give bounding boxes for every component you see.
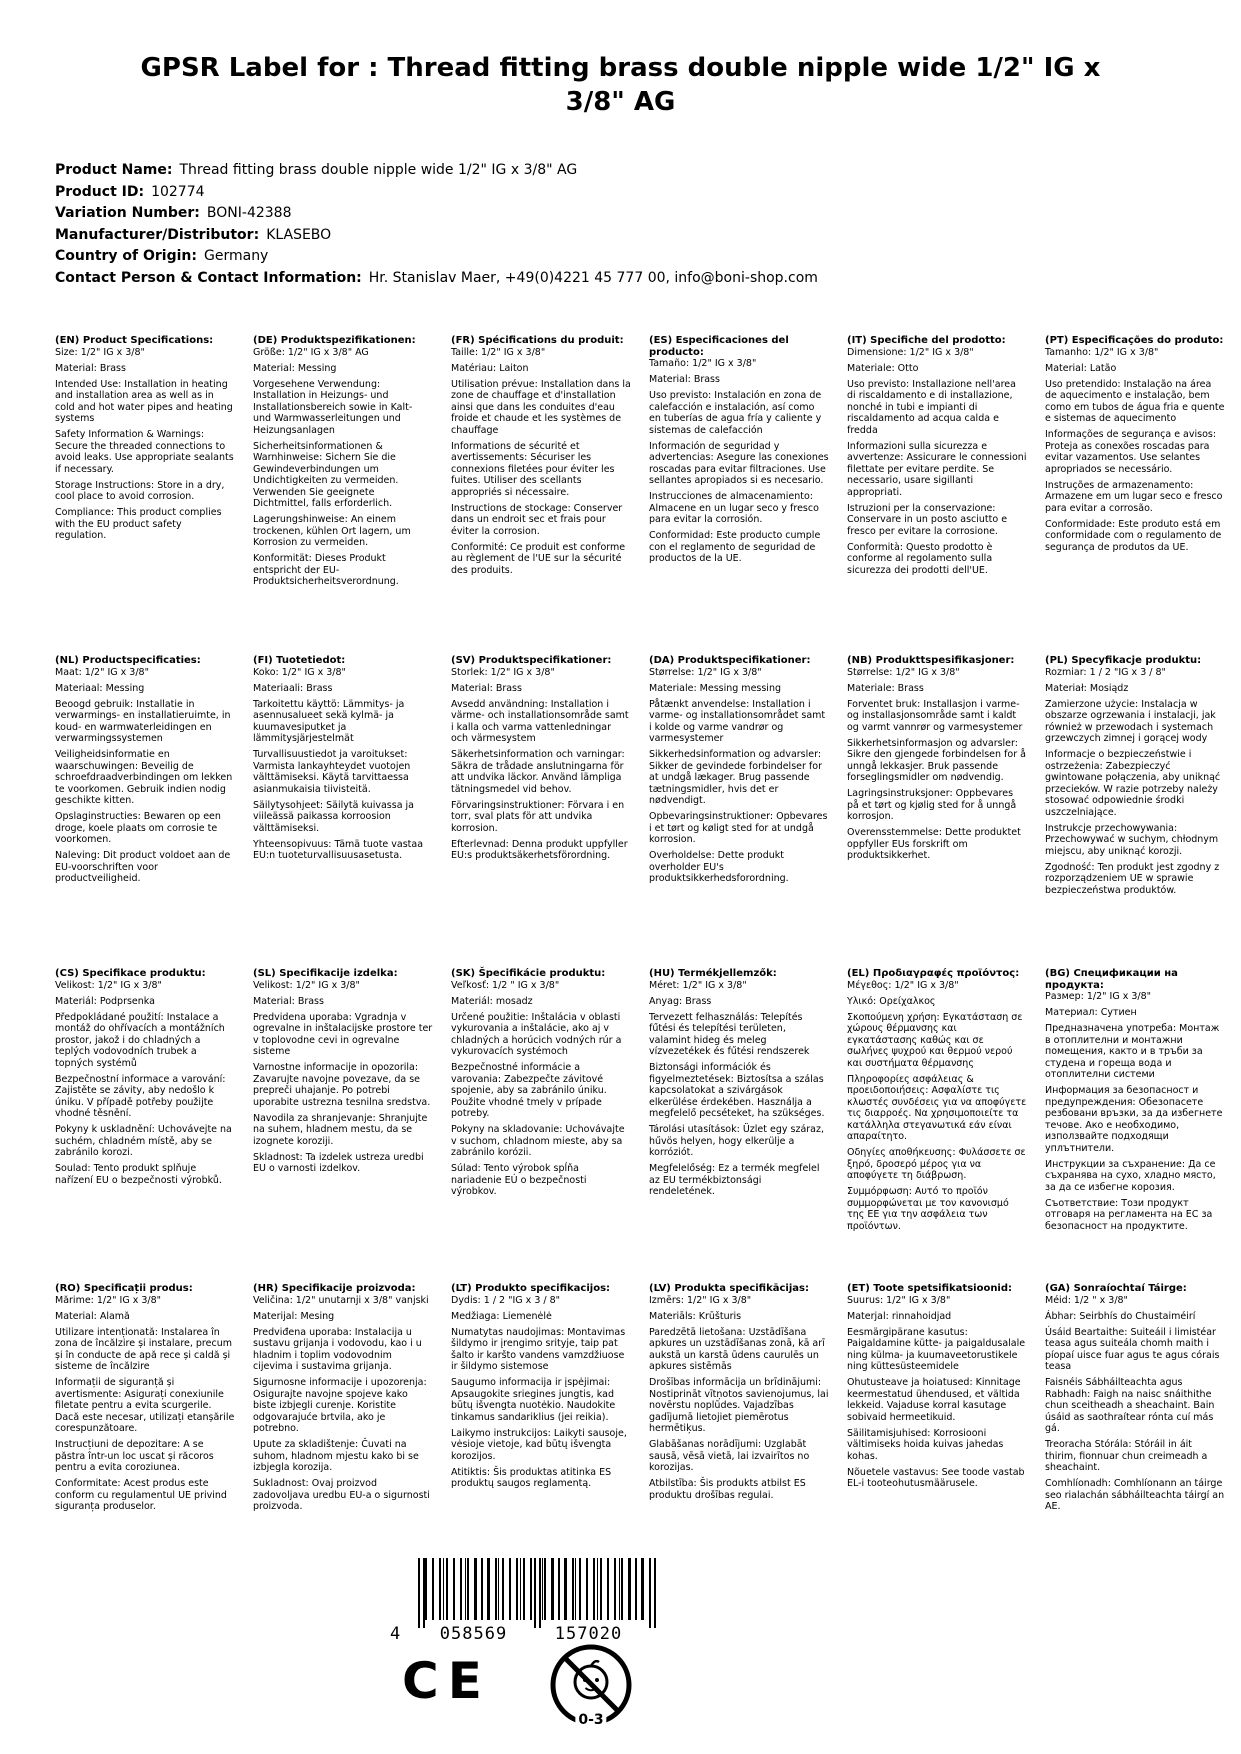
- ean-barcode: [390, 1558, 670, 1644]
- spec-heading: (PT) Especificações do produto:: [1045, 335, 1224, 346]
- spec-heading: (PL) Specyfikacje produktu:: [1045, 655, 1202, 666]
- spec-compliance: Megfelelőség: Ez a termék megfelel az EU termékbiztonsági rendeletének.: [649, 1163, 820, 1197]
- spec-heading: (SK) Špecifikácie produktu:: [451, 968, 606, 979]
- spec-safety-warnings: Saugumo informacija ir įspėjimai: Apsaugokite sriegines jungtis, kad būtų išvengta nuotėkio. Naudokite tinkamus sandariklius (jei reikia).: [451, 1377, 616, 1423]
- product-id-value: 102774: [151, 183, 205, 200]
- spec-intended-use: Zamierzone użycie: Instalacja w obszarze ogrzewania i instalacji, jak również w przewodach i systemach grzewczych zimnej i gorącej wody: [1045, 698, 1216, 744]
- spec-storage: Säilytysohjeet: Säilytä kuivassa ja viileässä paikassa korroosion välttämiseksi.: [253, 799, 414, 834]
- spec-storage: Opbevaringsinstruktioner: Opbevares i et tørt og køligt sted for at undgå korrosion.: [649, 811, 828, 845]
- spec-material: Medžiaga: Liemenėlė: [451, 1310, 552, 1322]
- spec-compliance: Súlad: Tento výrobok spĺňa nariadenie EÚ o bezpečnosti výrobkov.: [451, 1163, 587, 1197]
- spec-size: Koko: 1/2" IG x 3/8": [253, 666, 346, 678]
- spec-intended-use: Paredzētā lietošana: Uzstādīšana apkures un uzstādīšanas zonā, kā arī aukstā un karstā ūdens caurulēs un apkures sistēmās: [649, 1326, 825, 1372]
- spec-storage: Pokyny k uskladnění: Uchovávejte na suchém, chladném místě, aby se zabránilo korozi.: [55, 1124, 232, 1158]
- spec-safety-warnings: Informations de sécurité et avertissements: Sécuriser les connexions filetées pour éviter les fuites. Utiliser des scellants appropriés si nécessaire.: [451, 440, 615, 498]
- spec-storage: Lagerungshinweise: An einem trockenen, kühlen Ort lagern, um Korrosion zu vermeiden.: [253, 514, 411, 548]
- spec-compliance: Conformidad: Este producto cumple con el reglamento de seguridad de productos de la UE.: [649, 530, 821, 564]
- spec-intended-use: Tervezett felhasználás: Telepítés fűtési és telepítési területen, valamint hideg és meleg vízvezetékek és fűtési rendszerek: [649, 1011, 810, 1057]
- spec-block-sk: [451, 968, 631, 1202]
- spec-size: Tamanho: 1/2" IG x 3/8": [1045, 346, 1159, 358]
- spec-storage: Instrucțiuni de depozitare: A se păstra într-un loc uscat și răcoros pentru a evita coroziunea.: [55, 1439, 214, 1473]
- spec-material: Material: Brass: [55, 362, 126, 374]
- page-title: GPSR Label for : Thread fitting brass double nipple wide 1/2" IG x 3/8" AG: [140, 53, 1101, 117]
- spec-block-sv: [451, 655, 631, 866]
- spec-intended-use: Uso previsto: Instalación en zona de calefacción e instalación, así como en tuberías de agua fría y caliente y sistemas de calefacción: [649, 390, 822, 436]
- barcode-guard-right: [649, 1558, 656, 1628]
- spec-block-et: [847, 1283, 1027, 1494]
- spec-block-lv: [649, 1283, 829, 1506]
- spec-storage: Glabāšanas norādījumi: Uzglabāt sausā, vēsā vietā, lai izvairītos no korozijas.: [649, 1439, 810, 1473]
- spec-storage: Instrukcje przechowywania: Przechowywać w suchym, chłodnym miejscu, aby uniknąć korozji.: [1045, 822, 1219, 857]
- barcode-group1: 058569: [439, 1624, 508, 1644]
- spec-block-sl: [253, 968, 433, 1179]
- spec-size: Veličina: 1/2" unutarnji x 3/8" vanjski: [253, 1294, 429, 1306]
- spec-size: Velikost: 1/2" IG x 3/8": [253, 979, 360, 991]
- spec-material: Material: Brass: [253, 995, 324, 1007]
- spec-material: Material: Brass: [451, 682, 522, 694]
- spec-size: Size: 1/2" IG x 3/8": [55, 346, 145, 358]
- spec-compliance: Skladnost: Ta izdelek ustreza uredbi EU o varnosti izdelkov.: [253, 1151, 424, 1174]
- spec-storage: Lagringsinstruksjoner: Oppbevares på et tørt og kjølig sted for å unngå korrosjon.: [847, 788, 1017, 822]
- spec-heading: (GA) Sonraíochtaí Táirge:: [1045, 1283, 1187, 1294]
- spec-block-ro: [55, 1283, 235, 1517]
- spec-storage: Istruzioni per la conservazione: Conservare in un posto asciutto e fresco per evitare la corrosione.: [847, 502, 1008, 537]
- spec-heading: (LV) Produkta specifikācijas:: [649, 1283, 809, 1294]
- spec-safety-warnings: Drošības informācija un brīdinājumi: Nostiprināt vītņotos savienojumus, lai novērstu noplūdes. Vajadzības gadījumā lietojiet piemērotus hermētiķus.: [649, 1377, 829, 1434]
- spec-material: Materiál: mosadz: [451, 995, 533, 1007]
- spec-block-fr: [451, 335, 631, 581]
- spec-heading: (CS) Specifikace produktu:: [55, 968, 206, 979]
- spec-heading: (DA) Produktspecifikationer:: [649, 655, 811, 666]
- spec-heading: (RO) Specificații produs:: [55, 1283, 193, 1294]
- spec-storage: Tárolási utasítások: Üzlet egy száraz, hűvös helyen, hogy elkerülje a korróziót.: [649, 1124, 824, 1158]
- spec-safety-warnings: Säkerhetsinformation och varningar: Säkra de trådade anslutningarna för att undvika läckor. Använd lämpliga tätningsmedel vid behov.: [451, 749, 625, 795]
- spec-safety-warnings: Sikkerhetsinformasjon og advarsler: Sikre den gjengede forbindelsen for å unngå lekkasjer. Bruk passende forseglingsmidler om nødvendig.: [847, 737, 1026, 783]
- spec-compliance: Overholdelse: Dette produkt overholder EU's produktsikkerhedsforordning.: [649, 850, 789, 884]
- spec-compliance: Sukladnost: Ovaj proizvod zadovoljava uredbu EU-a o sigurnosti proizvoda.: [253, 1478, 430, 1512]
- barcode-digits: [390, 1624, 670, 1644]
- spec-size: Méid: 1/2 " x 3/8": [1045, 1294, 1128, 1306]
- spec-intended-use: Tarkoitettu käyttö: Lämmitys- ja asennusalueet sekä kylmä- ja kuumavesiputket ja lämmitysjärjestelmät: [253, 698, 405, 744]
- spec-block-ga: [1045, 1283, 1225, 1517]
- barcode-guard-center: [534, 1558, 541, 1628]
- spec-compliance: Konformität: Dieses Produkt entspricht der EU-Produktsicherheitsverordnung.: [253, 553, 399, 587]
- spec-heading: (IT) Specifiche del prodotto:: [847, 335, 1006, 346]
- spec-storage: Treoracha Stórála: Stóráil in áit thirim, fionnuar chun creimeadh a sheachaint.: [1045, 1439, 1208, 1473]
- spec-storage: Upute za skladištenje: Čuvati na suhom, hladnom mjestu kako bi se izbjegla korozija.: [253, 1439, 419, 1473]
- spec-safety-warnings: Información de seguridad y advertencias: Asegure las conexiones roscadas para evitar filtraciones. Use sellantes apropiados si es necesario.: [649, 440, 829, 486]
- spec-heading: (FI) Tuotetiedot:: [253, 655, 346, 666]
- spec-material: Materjal: rinnahoidjad: [847, 1310, 952, 1322]
- barcode-group2: 157020: [554, 1624, 623, 1644]
- spec-block-bg: [1045, 968, 1225, 1237]
- spec-heading: (NB) Produkttspesifikasjoner:: [847, 655, 1015, 666]
- spec-block-en: [55, 335, 235, 546]
- product-name-label: Product Name:: [55, 162, 173, 178]
- spec-safety-warnings: Sigurnosne informacije i upozorenja: Osigurajte navojne spojeve kako biste izbjegli curenje. Koristite odgovarajuće brtvila, ako je potrebno.: [253, 1377, 427, 1434]
- spec-material: Materiale: Brass: [847, 682, 924, 694]
- spec-safety-warnings: Πληροφορίες ασφάλειας & προειδοποιήσεις: Ασφαλίστε τις κλωστές συνδέσεις για να αποφύγετε τις διαρροές. Να χρησιμοποιείτε τα κατάλληλα στεγανωτικά εάν είναι απαραίτητο.: [847, 1073, 1027, 1142]
- spec-material: Matériau: Laiton: [451, 362, 529, 374]
- spec-block-nb: [847, 655, 1027, 866]
- spec-intended-use: Påtænkt anvendelse: Installation i varme- og installationsområdet samt i kolde og varme vandrør og varmesystemer: [649, 698, 826, 744]
- spec-block-pl: [1045, 655, 1225, 901]
- spec-storage: Instrucciones de almacenamiento: Almacene en un lugar seco y fresco para evitar la corrosión.: [649, 491, 819, 525]
- barcode-bars: [418, 1558, 656, 1620]
- spec-size: Taille: 1/2" IG x 3/8": [451, 346, 546, 358]
- spec-safety-warnings: Varnostne informacije in opozorila: Zavarujte navojne povezave, da se prepreči uhajanje. Po potrebi uporabite ustrezna tesnilna sredstva.: [253, 1062, 431, 1108]
- spec-safety-warnings: Informações de segurança e avisos: Proteja as conexões roscadas para evitar vazamentos. Use selantes apropriados se necessário.: [1045, 429, 1217, 475]
- spec-heading: (FR) Spécifications du produit:: [451, 335, 624, 346]
- spec-safety-warnings: Informații de siguranță și avertismente: Asigurați conexiunile filetate pentru a evita scurgerile. Dacă este necesar, utilizați etanșările corespunzătoare.: [55, 1377, 235, 1434]
- spec-heading: (HU) Termékjellemzők:: [649, 968, 777, 979]
- spec-material: Materiał: Mosiądz: [1045, 682, 1129, 694]
- spec-block-el: [847, 968, 1027, 1237]
- spec-material: Materiāls: Krūšturis: [649, 1310, 742, 1322]
- spec-compliance: Atitiktis: Šis produktas atitinka ES produktų saugos reglamentą.: [451, 1466, 612, 1489]
- spec-size: Μέγεθος: 1/2" IG x 3/8": [847, 979, 959, 991]
- spec-compliance: Conformità: Questo prodotto è conforme al regolamento sulla sicurezza dei prodotti dell'UE.: [847, 541, 993, 576]
- spec-size: Größe: 1/2" IG x 3/8" AG: [253, 346, 369, 358]
- spec-material: Materijal: Mesing: [253, 1310, 335, 1322]
- spec-material: Anyag: Brass: [649, 995, 712, 1007]
- spec-intended-use: Předpokládané použití: Instalace a montáž do ohřívacích a montážních prostor, jakož i do chladných a teplých vodovodních trubek a topných systémů: [55, 1011, 225, 1069]
- spec-safety-warnings: Biztonsági információk és figyelmeztetések: Biztosítsa a szálas kapcsolatokat a szivárgások elkerülése érdekében. Használja a megfelelő pecséteket, ha szükséges.: [649, 1062, 825, 1119]
- spec-intended-use: Predviđena uporaba: Instalacija u sustavu grijanja i vodovodu, kao i u hladnim i toplim vodovodnim cijevima i sustavima grijanja.: [253, 1326, 422, 1372]
- spec-heading: (EN) Product Specifications:: [55, 335, 214, 346]
- spec-intended-use: Forventet bruk: Installasjon i varme- og installasjonsområde samt i kaldt og varmt vannrør og varmesystemer: [847, 698, 1023, 733]
- spec-block-hr: [253, 1283, 433, 1517]
- spec-block-es: [649, 335, 829, 569]
- spec-intended-use: Predvidena uporaba: Vgradnja v ogrevalne in inštalacijske prostore ter v toplovodne cevi in ogrevalne sisteme: [253, 1011, 433, 1057]
- spec-intended-use: Intended Use: Installation in heating and installation area as well as in cold and hot water pipes and heating systems: [55, 378, 233, 424]
- spec-intended-use: Úsáid Beartaithe: Suiteáil i limistéar teasa agus suiteála chomh maith i píopaí uisce fuar agus te agus córais teasa: [1045, 1326, 1220, 1372]
- spec-storage: Förvaringsinstruktioner: Förvara i en torr, sval plats för att undvika korrosion.: [451, 799, 625, 834]
- spec-block-da: [649, 655, 829, 889]
- spec-compliance: Naleving: Dit product voldoet aan de EU-voorschriften voor productveiligheid.: [55, 850, 231, 884]
- spec-storage: Instructions de stockage: Conserver dans un endroit sec et frais pour éviter la corrosion.: [451, 502, 623, 537]
- spec-size: Veľkosť: 1/2 " IG x 3/8": [451, 979, 560, 991]
- spec-safety-warnings: Faisnéis Sábháilteachta agus Rabhadh: Faigh na naisc snáithithe chun sceitheadh a sheachaint. Bain úsáid as saothraítear rónta cuí más gá.: [1045, 1377, 1215, 1434]
- barcode-lead-digit: 4: [390, 1624, 402, 1644]
- spec-material: Materiaal: Messing: [55, 682, 145, 694]
- spec-intended-use: Avsedd användning: Installation i värme- och installationsområde samt i kalla och varma vattenledningar och värmesystem: [451, 698, 629, 744]
- spec-storage: Instruções de armazenamento: Armazene em um lugar seco e fresco para evitar a corrosão.: [1045, 479, 1223, 514]
- spec-intended-use: Utilisation prévue: Installation dans la zone de chauffage et d'installation ainsi que dans les conduites d'eau froide et chaude et les systèmes de chauffage: [451, 378, 631, 436]
- spec-heading: (ES) Especificaciones del producto:: [649, 335, 789, 358]
- spec-compliance: Conformitate: Acest produs este conform cu regulamentul UE privind siguranța produselor.: [55, 1478, 227, 1512]
- spec-block-hu: [649, 968, 829, 1202]
- spec-material: Υλικό: Ορείχαλκος: [847, 995, 936, 1007]
- barcode-guard-left: [418, 1558, 425, 1628]
- spec-block-it: [847, 335, 1027, 581]
- spec-compliance: Efterlevnad: Denna produkt uppfyller EU:s produktsäkerhetsförordning.: [451, 838, 628, 861]
- spec-compliance: Zgodność: Ten produkt jest zgodny z rozporządzeniem UE w sprawie bezpieczeństwa produktów.: [1045, 861, 1220, 896]
- spec-heading: (SL) Specifikacije izdelka:: [253, 968, 398, 979]
- spec-storage: Laikymo instrukcijos: Laikyti sausoje, vėsioje vietoje, kad būtų išvengta korozijos.: [451, 1427, 627, 1462]
- spec-safety-warnings: Safety Information & Warnings: Secure the threaded connections to avoid leaks. Use appropriate sealants if necessary.: [55, 429, 234, 475]
- spec-safety-warnings: Informacje o bezpieczeństwie i ostrzeżenia: Zabezpieczyć gwintowane połączenia, aby uniknąć przecieków. W razie potrzeby należy stosować odpowiednie środki uszczelniające.: [1045, 749, 1221, 818]
- spec-material: Materiale: Messing messing: [649, 682, 781, 694]
- spec-size: Méret: 1/2" IG x 3/8": [649, 979, 747, 991]
- spec-size: Размер: 1/2" IG x 3/8": [1045, 991, 1152, 1002]
- spec-compliance: Compliance: This product complies with the EU product safety regulation.: [55, 507, 222, 541]
- spec-size: Rozmiar: 1 / 2 "IG x 3 / 8": [1045, 666, 1166, 678]
- spec-intended-use: Uso previsto: Installazione nell'area di riscaldamento e di installazione, nonché in tubi e impianti di riscaldamento ad acqua calda e fredda: [847, 378, 1016, 436]
- age-range-label: 0-3: [575, 1712, 606, 1728]
- spec-compliance: Съответствие: Този продукт отговаря на регламента на ЕС за безопасност на продуктите.: [1045, 1197, 1213, 1232]
- ce-mark: CE: [402, 1652, 491, 1710]
- spec-block-cs: [55, 968, 235, 1191]
- variation-number-label: Variation Number:: [55, 205, 200, 221]
- spec-size: Maat: 1/2" IG x 3/8": [55, 666, 149, 678]
- spec-intended-use: Vorgesehene Verwendung: Installation in Heizungs- und Installationsbereich sowie in Kalt- und Warmwasserleitungen und Heizungsanlagen: [253, 378, 413, 436]
- spec-intended-use: Предназначена употреба: Монтаж в отоплителни и монтажни помещения, както и в тръби за студена и гореща вода и отоплителни системи: [1045, 1023, 1220, 1080]
- contact-value: Hr. Stanislav Maer, +49(0)4221 45 777 00, info@boni-shop.com: [368, 269, 818, 286]
- spec-size: Storlek: 1/2" IG x 3/8": [451, 666, 555, 678]
- spec-heading: (EL) Προδιαγραφές προϊόντος:: [847, 968, 1020, 979]
- spec-safety-warnings: Bezpečnostní informace a varování: Zajistěte se závity, aby nedošlo k úniku. V případě potřeby použijte vhodné těsnění.: [55, 1073, 226, 1119]
- spec-storage: Storage Instructions: Store in a dry, cool place to avoid corrosion.: [55, 479, 225, 502]
- spec-heading: (ET) Toote spetsifikatsioonid:: [847, 1283, 1013, 1294]
- spec-size: Suurus: 1/2" IG x 3/8": [847, 1294, 951, 1306]
- manufacturer-value: KLASEBO: [266, 226, 332, 243]
- spec-intended-use: Σκοπούμενη χρήση: Εγκατάσταση σε χώρους θέρμανσης και εγκατάστασης καθώς και σε σωλήνες ψυχρού και θερμού νερού και συστήματα θέρμανσης: [847, 1011, 1023, 1069]
- spec-size: Mărime: 1/2" IG x 3/8": [55, 1294, 162, 1306]
- spec-material: Materiale: Otto: [847, 362, 919, 374]
- spec-safety-warnings: Turvallisuustiedot ja varoitukset: Varmista lankayhteydet vuotojen välttämiseksi. Käytä tarvittaessa asianmukaisia tiivisteitä.: [253, 749, 411, 795]
- spec-compliance: Nõuetele vastavus: See toode vastab EL-i tooteohutusmäärusele.: [847, 1466, 1025, 1489]
- spec-heading: (DE) Produktspezifikationen:: [253, 335, 416, 346]
- spec-heading: (NL) Productspecificaties:: [55, 655, 201, 666]
- spec-intended-use: Numatytas naudojimas: Montavimas šildymo ir įrengimo srityje, taip pat šalto ir karšto vandens vamzdžiuose ir šildymo sistemose: [451, 1326, 626, 1372]
- spec-heading: (HR) Specifikacije proizvoda:: [253, 1283, 416, 1294]
- spec-compliance: Comhlíonadh: Comhlíonann an táirge seo rialachán sábháilteachta táirgí an AE.: [1045, 1478, 1225, 1512]
- spec-intended-use: Uso pretendido: Instalação na área de aquecimento e instalação, bem como em tubos de água fria e quente e sistemas de aquecimento: [1045, 378, 1225, 424]
- spec-block-nl: [55, 655, 235, 889]
- spec-material: Material: Latão: [1045, 362, 1117, 374]
- spec-material: Material: Brass: [649, 374, 720, 385]
- spec-intended-use: Utilizare intenționată: Instalarea în zona de încălzire și instalare, precum și în conducte de apă rece și caldă și sisteme de încălzire: [55, 1326, 232, 1372]
- spec-block-pt: [1045, 335, 1225, 558]
- product-id-label: Product ID:: [55, 183, 145, 200]
- spec-storage: Navodila za shranjevanje: Shranjujte na suhem, hladnem mestu, da se izognete koroziji.: [253, 1112, 428, 1147]
- spec-safety-warnings: Sicherheitsinformationen & Warnhinweise: Sichern Sie die Gewindeverbindungen um Undichtigkeiten zu vermeiden. Verwenden Sie geeignete Dichtmittel, falls erforderlich.: [253, 440, 399, 509]
- spec-compliance: Conformidade: Este produto está em conformidade com o regulamento de segurança de produtos da UE.: [1045, 518, 1222, 553]
- spec-compliance: Conformité: Ce produit est conforme au règlement de l'UE sur la sécurité des produits.: [451, 541, 626, 576]
- spec-block-de: [253, 335, 433, 592]
- spec-material: Materiaali: Brass: [253, 682, 333, 694]
- spec-material: Ábhar: Seirbhís do Chustaiméirí: [1045, 1310, 1196, 1322]
- contact-label: Contact Person & Contact Information:: [55, 269, 362, 286]
- spec-compliance: Overensstemmelse: Dette produktet oppfyller EUs forskrift om produktsikkerhet.: [847, 827, 1021, 861]
- spec-intended-use: Beoogd gebruik: Installatie in verwarmings- en installatieruimte, in koud- en warmwaterleidingen en verwarmingssystemen: [55, 698, 231, 744]
- spec-block-lt: [451, 1283, 631, 1494]
- country-of-origin-value: Germany: [204, 248, 269, 264]
- spec-size: Tamaño: 1/2" IG x 3/8": [649, 358, 757, 369]
- age-warning-symbol: [548, 1642, 634, 1734]
- spec-compliance: Soulad: Tento produkt splňuje nařízení EU o bezpečnosti výrobků.: [55, 1163, 222, 1186]
- spec-material: Materiál: Podprsenka: [55, 995, 155, 1007]
- spec-safety-warnings: Информация за безопасност и предупреждения: Обезопасете резбовани връзки, за да избегнете течове. Ако е необходимо, използвайте подходящи уплътнители.: [1045, 1085, 1223, 1154]
- spec-storage: Инструкции за съхранение: Да се съхранява на сухо, хладно място, за да се избегне корозия.: [1045, 1158, 1216, 1193]
- spec-size: Izmērs: 1/2" IG x 3/8": [649, 1294, 752, 1306]
- spec-compliance: Atbilstība: Šis produkts atbilst ES produktu drošības regulai.: [649, 1478, 806, 1501]
- spec-heading: (BG) Спецификации на продукта:: [1045, 968, 1178, 991]
- spec-material: Material: Alamă: [55, 1310, 130, 1322]
- spec-material: Материал: Сутиен: [1045, 1007, 1137, 1018]
- product-name-value: Thread fitting brass double nipple wide 1/2" IG x 3/8" AG: [179, 162, 578, 178]
- manufacturer-label: Manufacturer/Distributor:: [55, 226, 260, 243]
- spec-safety-warnings: Informazioni sulla sicurezza e avvertenze: Assicurare le connessioni filettate per evitare perdite. Se necessario, usare sigillanti appropriati.: [847, 440, 1027, 498]
- spec-material: Material: Messing: [253, 362, 337, 374]
- spec-block-fi: [253, 655, 433, 866]
- spec-size: Dydis: 1 / 2 "IG x 3 / 8": [451, 1294, 561, 1306]
- spec-safety-warnings: Veiligheidsinformatie en waarschuwingen: Beveilig de schroefdraadverbindingen om lekken te voorkomen. Gebruik indien nodig geschikte kitten.: [55, 749, 233, 806]
- spec-heading: (LT) Produkto specifikacijos:: [451, 1283, 611, 1294]
- spec-size: Størrelse: 1/2" IG x 3/8": [649, 666, 762, 678]
- spec-safety-warnings: Sikkerhedsinformation og advarsler: Sikker de gevindede forbindelser for at undgå lækager. Brug passende tætningsmidler, hvis det er nødvendigt.: [649, 749, 822, 806]
- country-of-origin-label: Country of Origin:: [55, 248, 197, 264]
- spec-safety-warnings: Ohutusteave ja hoiatused: Kinnitage keermestatud ühendused, et vältida lekkeid. Vajaduse korral kasutage sobivaid hermeetikuid.: [847, 1377, 1021, 1423]
- spec-intended-use: Určené použitie: Inštalácia v oblasti vykurovania a inštalácie, ako aj v chladných a horúcich vodných rúr a vykurovacích systémoch: [451, 1011, 622, 1057]
- spec-storage: Οδηγίες αποθήκευσης: Φυλάσσετε σε ξηρό, δροσερό μέρος για να αποφύγετε τη διάβρωση.: [847, 1147, 1026, 1181]
- spec-size: Dimensione: 1/2" IG x 3/8": [847, 346, 974, 358]
- variation-number-value: BONI-42388: [206, 205, 292, 221]
- spec-size: Velikost: 1/2" IG x 3/8": [55, 979, 162, 991]
- spec-storage: Pokyny na skladovanie: Uchovávajte v suchom, chladnom mieste, aby sa zabránilo korózii.: [451, 1124, 625, 1158]
- spec-compliance: Συμμόρφωση: Αυτό το προϊόν συμμορφώνεται με τον κανονισμό της ΕΕ για την ασφάλεια των προϊόντων.: [847, 1186, 1009, 1232]
- spec-storage: Säilitamisjuhised: Korrosiooni vältimiseks hoida kuivas jahedas kohas.: [847, 1427, 1004, 1462]
- spec-safety-warnings: Bezpečnostné informácie a varovania: Zabezpečte závitové spojenie, aby sa zabránilo úniku. Použite vhodné tmely v prípade potreby.: [451, 1062, 607, 1119]
- spec-intended-use: Eesmärgipärane kasutus: Paigaldamine kütte- ja paigaldusalale ning külma- ja kuumaveetorustikele ning küttesüsteemidele: [847, 1326, 1026, 1372]
- spec-size: Størrelse: 1/2" IG x 3/8": [847, 666, 960, 678]
- spec-storage: Opslaginstructies: Bewaren op een droge, koele plaats om corrosie te voorkomen.: [55, 811, 221, 845]
- spec-heading: (SV) Produktspecifikationer:: [451, 655, 612, 666]
- spec-compliance: Yhteensopivuus: Tämä tuote vastaa EU:n tuoteturvallisuusasetusta.: [253, 838, 424, 861]
